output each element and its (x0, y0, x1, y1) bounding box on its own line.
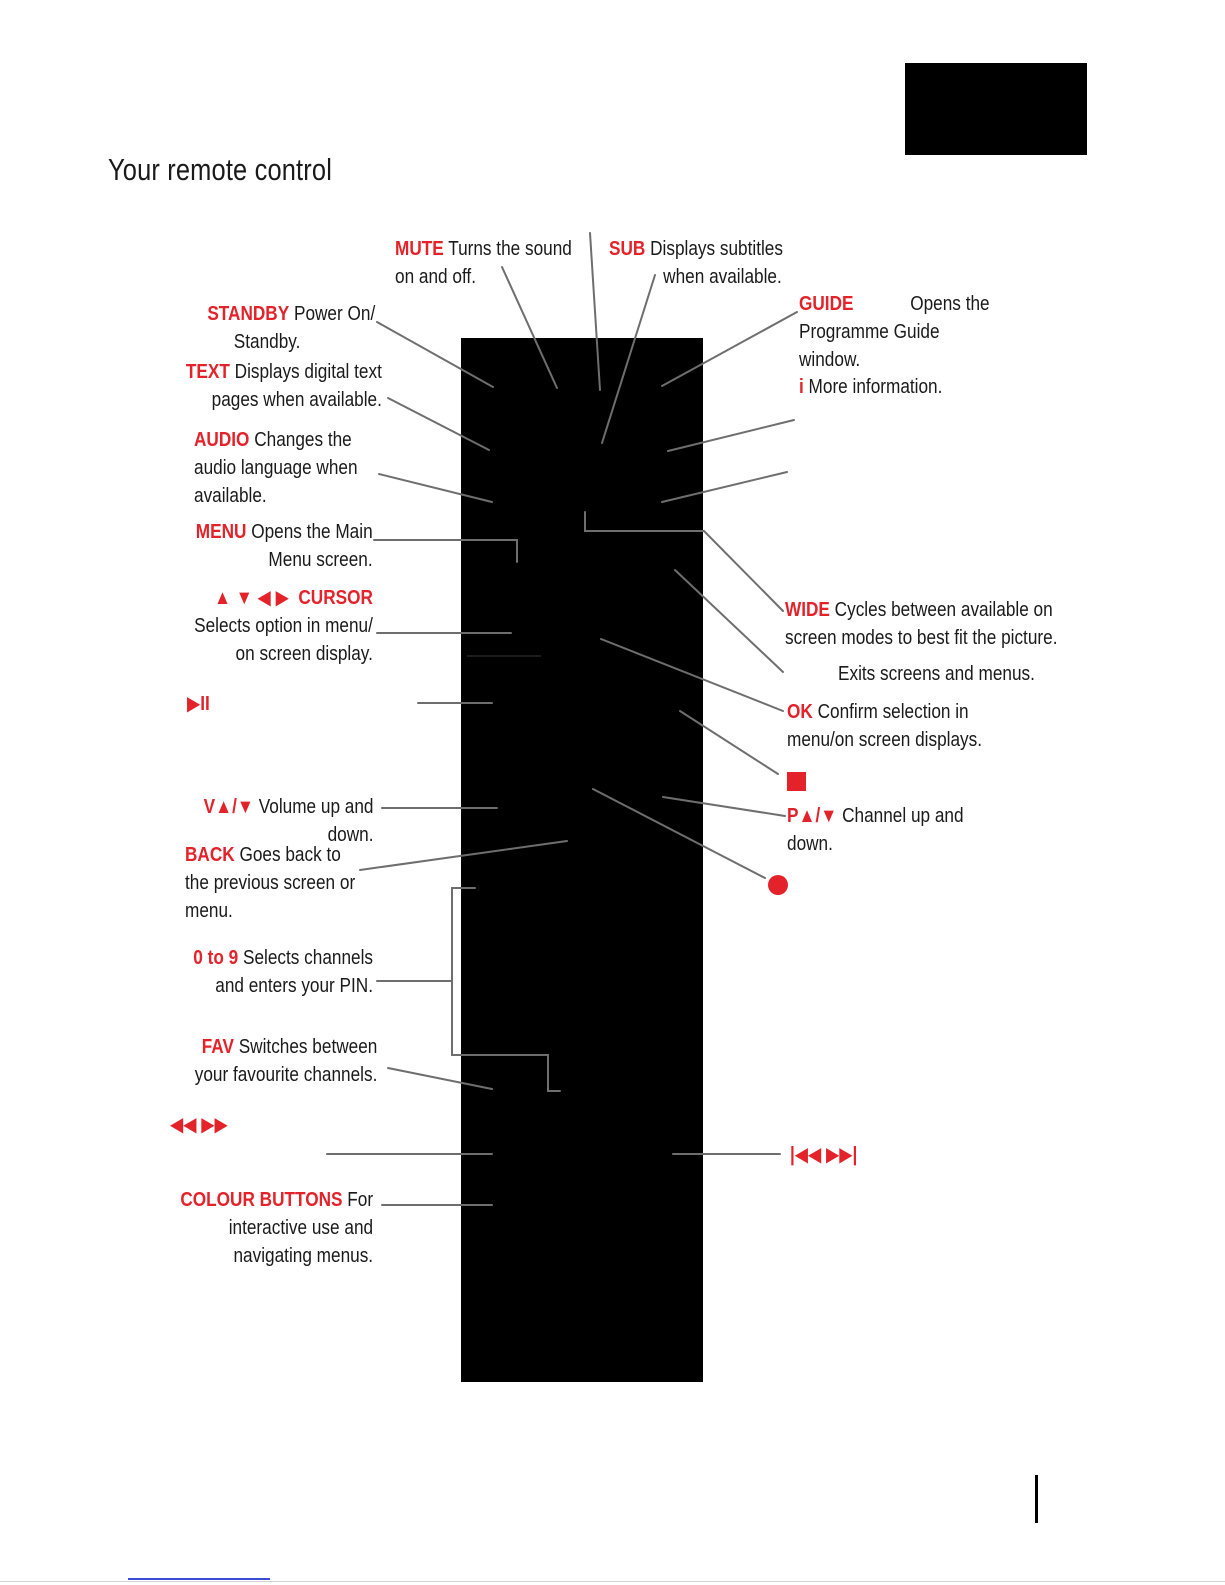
leader-exit (675, 570, 783, 672)
label-rewff (170, 1111, 228, 1139)
leader-info (668, 420, 794, 451)
leader-sub-top (590, 233, 600, 390)
label-fav: FAV Switches between your favourite channels. (194, 1036, 377, 1086)
label-ok: OK Confirm selection in menu/on screen displays. (787, 701, 983, 751)
leader-sub (602, 275, 655, 443)
leader-stop (680, 711, 778, 774)
leader-fav (388, 1068, 492, 1089)
label-digits: 0 to 9 Selects channels and enters your PIN. (193, 947, 373, 997)
leader-extra (662, 472, 787, 502)
play-pause-icon: ▶II (187, 693, 210, 715)
label-sub: SUB Displays subtitles when available. (609, 238, 783, 288)
page-title: Your remote control (108, 152, 333, 187)
label-colour: COLOUR BUTTONS For interactive use and navigating menus. (180, 1189, 373, 1267)
leader-wide (585, 512, 783, 611)
label-playpause (187, 690, 210, 718)
label-standby: STANDBY Power On/ Standby. (207, 303, 375, 353)
label-mute: MUTE Turns the sound on and off. (395, 238, 572, 288)
record-icon (768, 875, 788, 895)
label-skip (790, 1141, 857, 1169)
label-wide: WIDE Cycles between available on screen modes to best fit the picture. (785, 599, 1058, 649)
label-menu: MENU Opens the Main Menu screen. (196, 521, 373, 571)
footer-rule (0, 1581, 1225, 1582)
label-guide: GUIDE Opens the Programme Guide window. (799, 293, 990, 371)
rewind-fastforward-icon: ◀◀ ▶▶ (170, 1114, 228, 1136)
leader-audio (379, 474, 492, 502)
label-cursor: ▲ ▼ ◀ ▶ CURSOR Selects option in menu/ on screen display. (194, 587, 373, 665)
leader-ok (601, 639, 783, 711)
label-info: i More information. (799, 376, 943, 398)
label-volume: V▲/▼ Volume up and down. (203, 796, 373, 846)
leader-record (593, 789, 765, 878)
leader-guide (662, 312, 797, 386)
cursor-arrows-icon: ▲ ▼ ◀ ▶ (214, 587, 289, 609)
label-exit: Exits screens and menus. (838, 663, 1035, 685)
page-number-bar (1035, 1475, 1038, 1523)
label-back: BACK Goes back to the previous screen or menu. (185, 844, 356, 922)
footer-link-underline (128, 1578, 270, 1580)
leader-menu (374, 540, 517, 562)
leader-digits-bracket (452, 888, 560, 1091)
label-audio: AUDIO Changes the audio language when available. (194, 429, 358, 507)
leader-standby (377, 322, 493, 387)
label-channel: P▲/▼ Channel up and down. (787, 805, 964, 855)
stop-icon (787, 772, 806, 791)
skip-icon: |◀◀ ▶▶| (790, 1144, 858, 1166)
leader-back (360, 841, 567, 870)
label-text: TEXT Displays digital text pages when available. (186, 361, 382, 411)
leader-channel (663, 797, 785, 816)
leader-text (388, 398, 489, 450)
